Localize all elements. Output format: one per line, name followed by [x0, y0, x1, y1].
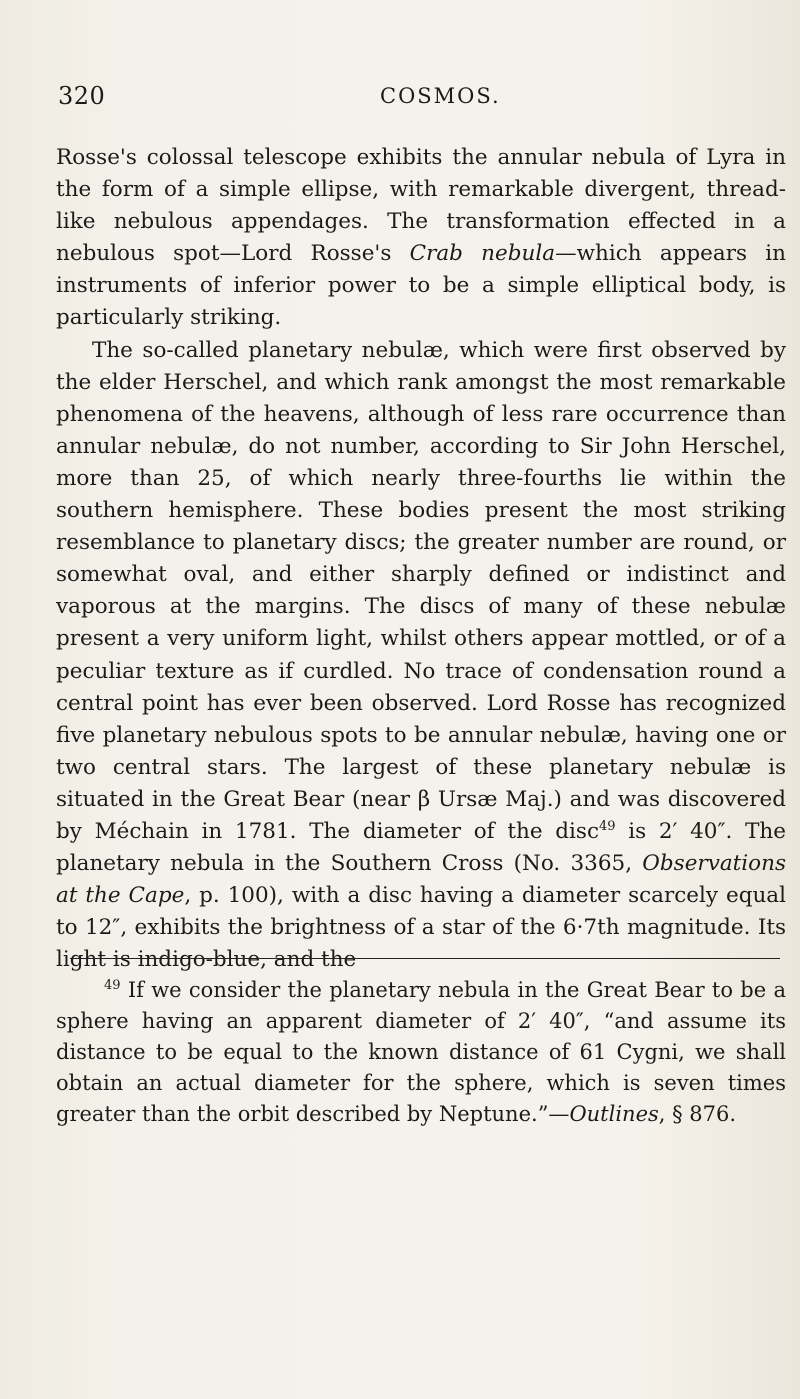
footnote-reference: 49	[598, 818, 616, 834]
footnote-text-b: , § 876.	[658, 1102, 737, 1126]
paragraph-2	[56, 335, 786, 977]
outlines-italic: Outlines	[569, 1102, 659, 1126]
paragraph-2-text-a: The so-called planetary nebulæ, which were first observed by the elder Herschel, and which rank amongst the most remarkable phenomena of the heavens, although of less rare occurrence than annular nebulæ, do not number, according to Sir John Herschel, more than 25, of which nearly three-fourths lie within the southern hemisphere. These bodies present the most striking resemblance to planetary discs; the greater number are round, or somewhat oval, and either sharply defined or indistinct and vaporous at the margins. The discs of many of these nebulæ present a very uniform light, whilst others appear mottled, or of a peculiar texture as if curdled. No trace of condensation round a central point has ever been observed. Lord Rosse has recognized five planetary nebulous spots to be annular nebulæ, having one or two central stars. The largest of these planetary nebulæ is situated in the Great Bear (near β Ursæ Maj.) and was discovered by Méchain in 1781. The diameter of the disc	[56, 337, 786, 844]
page-header	[58, 82, 788, 122]
footnote-text-a: If we consider the planetary nebula in the Great Bear to be a sphere having an apparent diameter of 2′ 40″, “and assume its distance to be equal to the known distance of 61 Cygni, we shall obtain an actual diameter for the sphere, which is seven times greater than the orbit described by Neptune.”—	[56, 978, 786, 1126]
running-title: COSMOS.	[380, 84, 501, 108]
paragraph-1-text-b: —which appears in instruments of inferior power to be a simple elliptical body, is particularly striking.	[56, 241, 786, 331]
paragraph-1	[56, 142, 786, 335]
footnote-number: 49	[104, 978, 121, 993]
paragraph-2-text-c: , p. 100), with a disc having a diameter scarcely equal to 12″, exhibits the brightness of a star of the 6·7th magnitude. Its light is indigo-blue, and the	[56, 883, 786, 973]
crab-nebula-italic: Crab nebula	[409, 241, 556, 267]
footnote	[56, 975, 786, 1130]
paragraph-1-text-a: Rosse's colossal telescope exhibits the annular nebula of Lyra in the form of a simple ellipse, with remarkable divergent, thread-like nebulous appendages. The transformation effected in a nebulous spot—Lord Rosse's	[56, 145, 786, 267]
main-text	[56, 142, 786, 976]
page-number: 320	[58, 82, 106, 110]
footnote-divider	[70, 958, 780, 959]
paragraph-2-text-b: is 2′ 40″. The planetary nebula in the Southern Cross (No. 3365,	[56, 818, 786, 877]
observations-title-italic: Observations at the Cape	[56, 851, 786, 909]
